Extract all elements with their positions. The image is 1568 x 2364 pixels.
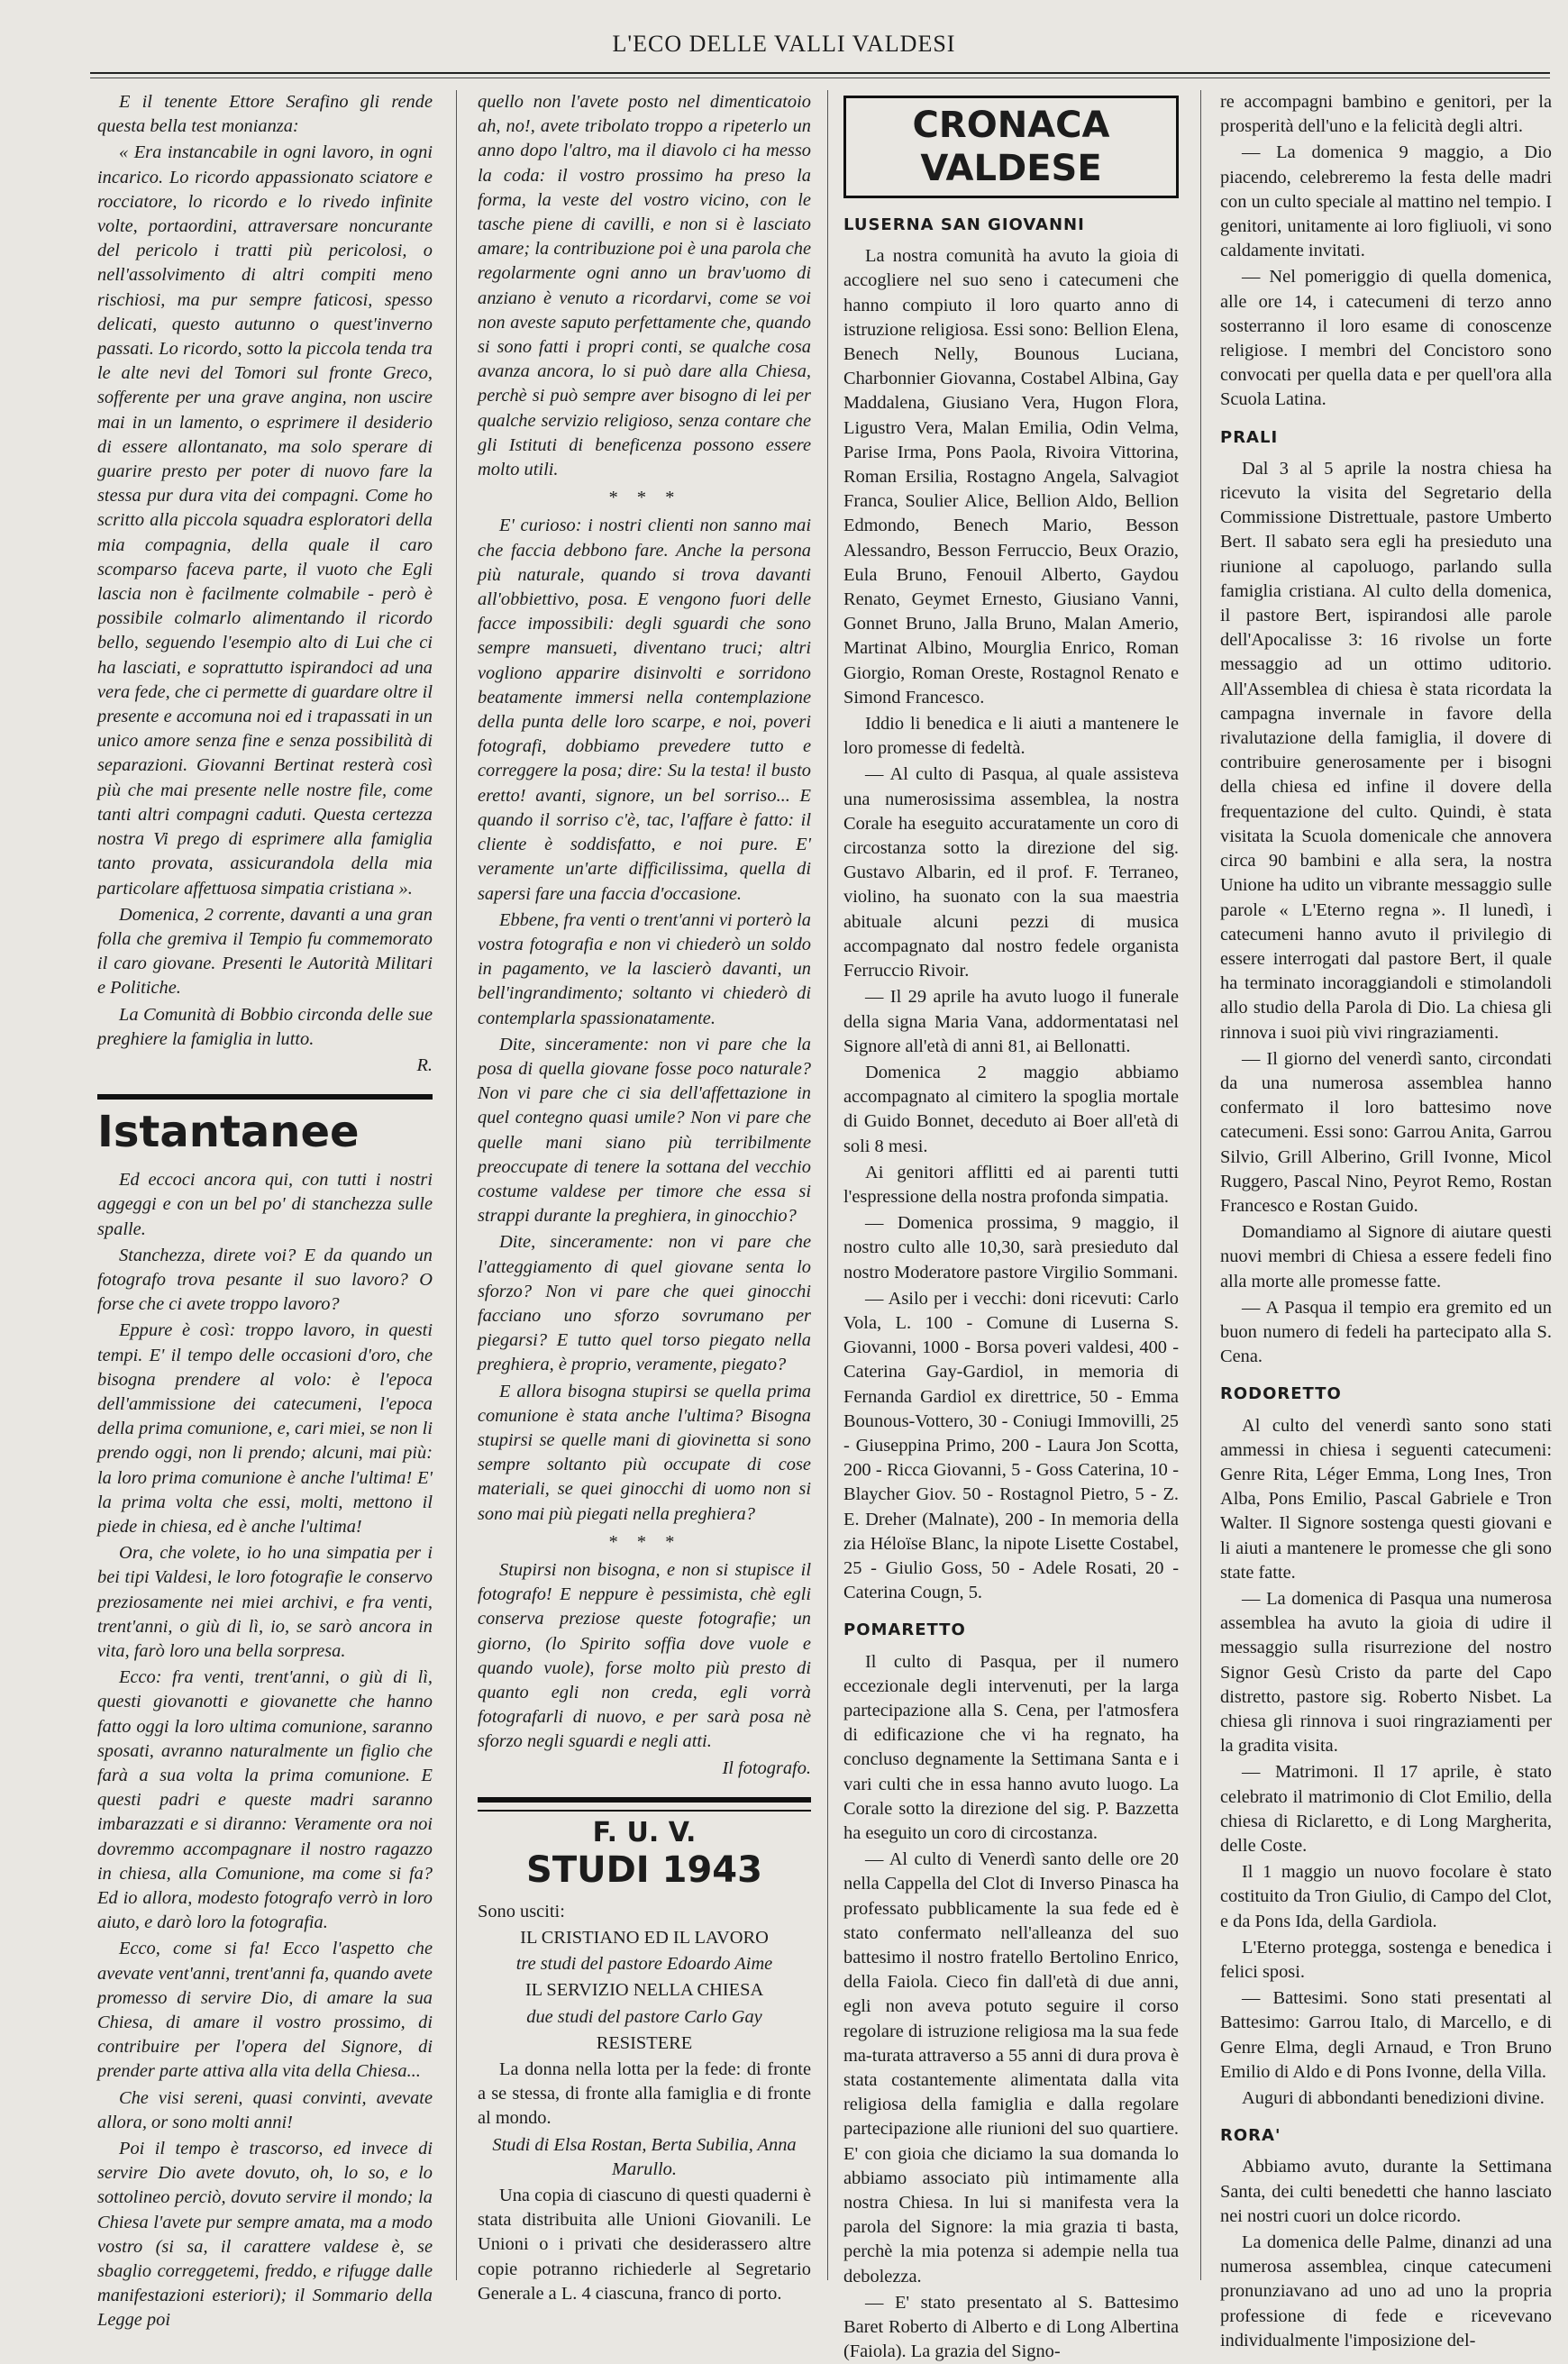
- fuv-box: [478, 1900, 811, 2306]
- article-paragraph: Stupirsi non bisogna, e non si stupisce il fotografo! E neppure è pessimista, chè egli conserva preziose queste fotografie; un giorno, (lo Spirito soffia dove vuole e quando vuole), forse molto più presto di quanto egli non creda, egli vorrà fotografarli di nuovo, e per sarà posa nè sforzo negli sguardi e negli atti.: [478, 1559, 811, 1752]
- article-paragraph: — Al culto di Pasqua, al quale assisteva una numerosissima assemblea, la nostra Corale ha eseguito accuratamente un coro di circostanza sotto la direzione del sig. Gustavo Albarin, ed il prof. F. Terraneo, violino, ha suonato con la sua maestria abituale alcuni pezzi di musica accompagnato dal nostro fedele organista Ferruccio Rivoir.: [843, 764, 1179, 981]
- article-paragraph: Ai genitori afflitti ed ai parenti tutti l'espressione della nostra profonda simpatia.: [843, 1162, 1179, 1207]
- box-item: tre studi del pastore Edoardo Aime: [515, 1954, 773, 1975]
- section-heading-rora: RORA': [1220, 2126, 1281, 2146]
- column-divider: [827, 90, 828, 2280]
- box-item: La donna nella lotta per la fede: di fronte a se stessa, di fronte alla famiglia e di fronte al mondo.: [478, 2059, 811, 2129]
- masthead: L'ECO DELLE VALLI VALDESI: [612, 31, 956, 57]
- article-paragraph: Domandiamo al Signore di aiutare questi nuovi membri di Chiesa a essere fedeli fino alla morte alle promesse fatte.: [1220, 1222, 1552, 1292]
- article-paragraph: E il tenente Ettore Serafino gli rende questa bella test monianza:: [97, 92, 433, 137]
- article-paragraph: — Battesimi. Sono stati presentati al Battesimo: Garrou Italo, di Marcello, e di Genre Elma, degli Arnaud, e Tron Bruno Emilio di Aldo e di Pons Ivonne, della Villa.: [1220, 1988, 1552, 2082]
- article-paragraph: Che visi sereni, quasi convinti, avevate allora, or sono molti anni!: [97, 2087, 433, 2132]
- article-signature: R.: [416, 1054, 433, 1075]
- section-heading-rodoretto: RODORETTO: [1220, 1384, 1342, 1404]
- cronaca-valdese-banner: CRONACA VALDESE: [843, 96, 1179, 198]
- article-paragraph: E' curioso: i nostri clienti non sanno mai che faccia debbono fare. Anche la persona più naturale, quando si trova davanti all'obbiettivo, posa. E vengono fuori delle facce impossibili: degli sguardi che sono sempre mansueti, diventano truci; altri vogliono apparire disinvolti e sorridono beatamente immersi nella contemplazione della punta delle loro scarpe, e noi, poveri fotografi, dobbiamo prevedere tutto e correggere la posa; dire: Su la testa! il busto eretto! avanti, signore, un bel sorriso... E quando il sorriso c'è, tac, l'affare è fatto: il cliente è soddisfatto, e noi pure. E' veramente un'arte difficilissima, quella di sapersi fare una faccia d'occasione.: [478, 516, 811, 904]
- article-paragraph: quello non l'avete posto nel dimenticatoio ah, no!, avete tribolato troppo a ripeterlo un anno dopo l'altro, ma il diavolo ci ha messo la coda: il vostro prossimo ha preso la forma, la veste del vostro vicino, con le tasche piene di cavilli, e non si è lasciato amare; la contribuzione poi è una parola che regolarmente ogni anno un brav'uomo di anziano è venuto a ricordarvi, come se voi non aveste saputo perfettamente che, quando si sono fatti i propri conti, se qualche cosa avanza ancora, lo si può dare alla Chiesa, perchè si può sempre aver bisogno di lei per qualche servizio religioso, senza contare che gli Istituti di beneficenza possono essere molto utili.: [478, 92, 811, 480]
- article-paragraph: Poi il tempo è trascorso, ed invece di servire Dio avete dovuto, oh, lo so, e lo sottolineo perciò, dovuto servire il mondo; la Chiesa l'avete pur sempre amata, ma a modo vostro (si sa, il carattere valdese è, se sbaglio correggetemi, freddo, e rifugge dalle manifestazioni esteriori); il Sommario della Legge poi: [97, 2139, 433, 2331]
- article-paragraph: Dite, sinceramente: non vi pare che la posa di quella giovane fosse poco naturale? Non vi pare che ci sia dell'affettazione in quel contegno quasi umile? Non vi pare che quelle mani siano più terribilmente preoccupate di tenere la sottana del vecchio costume valdese per timore che essa si strappi durante la preghiera, in ginocchio?: [478, 1034, 811, 1227]
- article-paragraph: Iddio li benedica e li aiuti a mantenere le loro promesse di fedeltà.: [843, 714, 1179, 759]
- article-paragraph: — Nel pomeriggio di quella domenica, alle ore 14, i catecumeni di terzo anno sosterranno il loro esame di conoscenze religiose. I membri del Concistoro sono convocati per quella data e per quell'ora alla Scuola Latina.: [1220, 267, 1552, 410]
- column-divider: [1200, 90, 1201, 2280]
- article-paragraph: Ecco, come si fa! Ecco l'aspetto che avevate vent'anni, trent'anni fa, quando avete promesso di servire Dio, di amare la sua Chiesa, di amare il vostro prossimo, di contribuire per l'opera del Signore, di prender parte attiva alla vita della Chiesa...: [97, 1939, 433, 2082]
- section-heading-prali: PRALI: [1220, 427, 1279, 447]
- article-paragraph: Il culto di Pasqua, per il numero eccezionale degli intervenuti, per la larga partecipazione alla S. Cena, per l'atmosfera di edificazione che vi ha regnato, ha concluso degnamente la Settimana Santa e i vari culti che in essa hanno avuto luogo. La Corale sotto la direzione del sig. P. Bazzetta ha eseguito un coro di circostanza.: [843, 1651, 1179, 1843]
- article-paragraph: L'Eterno protegga, sostenga e benedica i felici sposi.: [1220, 1937, 1552, 1983]
- article-paragraph: — Il giorno del venerdì santo, circondati da una numerosa assemblea hanno confermato il loro battesimo nove catecumeni. Essi sono: Garrou Anita, Garrou Silvio, Grill Alberino, Grill Ivonne, Micol Ruggero, Pascal Nino, Peyrot Remo, Rostan Francesco e Rostan Guido.: [1220, 1048, 1552, 1216]
- section-separator: * * *: [607, 488, 681, 508]
- article-paragraph: — Al culto di Venerdì santo delle ore 20 nella Cappella del Clot di Inverso Pinasca ha professato pubblicamente la sua fede ed è stato confermato nell'alleanza del suo battesimo il nostro fratello Bertolino Enrico, della Faiola. Cieco fin dall'età di due anni, egli non aveva potuto seguire il corso regolare di istruzione religiosa ma la sua fede ma-turata attraverso a 55 anni di dura prova è stata costantemente alimentata dalla vita religiosa della famiglia e dalla regolare partecipazione alle riunioni del suo quartiere. E' con gioia che diciamo la sua domanda lo abbiamo associato più intimamente alla nostra Chiesa. In lui si manifesta vera la parola del Signore: la mia grazia ti basta, perchè la mia potenza si adempie nella tua debolezza.: [843, 1849, 1179, 2286]
- article-paragraph: Eppure è così: troppo lavoro, in questi tempi. E' il tempo delle occasioni d'oro, che bisogna prendere al volo: è l'epoca dell'ammissione dei catecumeni, l'epoca della prima comunione, e, cari miei, se non li prendo oggi, non li prendo; alcuni, mai più: la loro prima comunione è anche l'ultima! E' la prima volta che essi, molti, mettono il piede in chiesa, ed è anche l'ultima!: [97, 1320, 433, 1537]
- column-divider: [456, 90, 457, 2280]
- box-item: RESISTERE: [596, 2032, 693, 2053]
- section-rule: [97, 1094, 433, 1100]
- studi-title: STUDI 1943: [526, 1848, 762, 1891]
- section-heading-luserna: LUSERNA SAN GIOVANNI: [843, 215, 1085, 234]
- article-paragraph: La Comunità di Bobbio circonda delle sue preghiere la famiglia in lutto.: [97, 1004, 433, 1049]
- article-paragraph: — E' stato presentato al S. Battesimo Baret Roberto di Alberto e di Long Albertina (Faiola). La grazia del Signo-: [843, 2292, 1179, 2362]
- article-paragraph: E allora bisogna stupirsi se quella prima comunione è stata anche l'ultima? Bisogna stupirsi se quelle mani di giovinetta si sono sempre soltanto più occupate di cose materiali, se quei ginocchi di uomo non si sono mai più piegati nella preghiera?: [478, 1381, 811, 1524]
- box-rule: [478, 1810, 811, 1812]
- article-paragraph: Abbiamo avuto, durante la Settimana Santa, dei culti benedetti che hanno lasciato nei nostri cuori un dolce ricordo.: [1220, 2157, 1552, 2226]
- column-2: [478, 90, 811, 2304]
- article-paragraph: Auguri di abbondanti benedizioni divine.: [1242, 2088, 1545, 2109]
- column-1: [97, 90, 433, 2331]
- box-item: Studi di Elsa Rostan, Berta Subilia, Anna Marullo.: [492, 2134, 797, 2179]
- fuv-title: F. U. V.: [592, 1816, 697, 1848]
- article-paragraph: — Matrimoni. Il 17 aprile, è stato celebrato il matrimonio di Clot Emilio, della chiesa di Riclaretto, e di Long Margherita, delle Coste.: [1220, 1762, 1552, 1857]
- section-heading-pomaretto: POMARETTO: [843, 1620, 966, 1640]
- column-4: [1220, 90, 1552, 2350]
- article-paragraph: Ed eccoci ancora qui, con tutti i nostri aggeggi e con un bel po' di stanchezza sulle spalle.: [97, 1170, 433, 1239]
- article-paragraph: Domenica, 2 corrente, davanti a una gran folla che gremiva il Tempio fu commemorato il caro giovane. Presenti le Autorità Militari e Politiche.: [97, 904, 433, 999]
- article-paragraph: Ora, che volete, io ho una simpatia per i bei tipi Valdesi, le loro fotografie le conservo preziosamente nei miei archivi, e fra venti, trent'anni, o giù di lì, io, se sarò ancora in vita, farò loro una bella sorpresa.: [97, 1543, 433, 1661]
- article-paragraph: Stanchezza, direte voi? E da quando un fotografo trova pesante il suo lavoro? O forse che ci avete troppo lavoro?: [97, 1245, 433, 1315]
- article-paragraph: Domenica 2 maggio abbiamo accompagnato al cimitero la spoglia mortale di Guido Bonnet, deceduto ai Boer all'età di soli 8 mesi.: [843, 1062, 1179, 1156]
- box-intro: Sono usciti:: [478, 1901, 565, 1921]
- article-paragraph: — La domenica 9 maggio, a Dio piacendo, celebreremo la festa delle madri con un culto speciale al mattino nel tempio. I genitori, unitamente ai loro figliuoli, vi sono caldamente invitati.: [1220, 142, 1552, 261]
- article-paragraph: Ecco: fra venti, trent'anni, o giù di lì, questi giovanotti e giovanette che hanno fatto oggi la loro ultima comunione, saranno sposati, avranno naturalmente un figlio che farà a sua volta la prima comunione. E questi padri e queste madri saranno imbarazzati e si diranno: Veramente ora noi dovremmo accompagnare il nostro ragazzo in chiesa, alla Comunione, ma come si fa? Ed io allora, modesto fotografo verrò in loro aiuto, e darò loro la fotografia.: [97, 1667, 433, 1933]
- article-paragraph: — A Pasqua il tempio era gremito ed un buon numero di fedeli ha partecipato alla S. Cena.: [1220, 1297, 1552, 1367]
- box-item: IL SERVIZIO NELLA CHIESA: [524, 1980, 764, 2001]
- column-3: [843, 90, 1179, 2362]
- article-signature: Il fotografo.: [722, 1757, 811, 1778]
- article-paragraph: La domenica delle Palme, dinanzi ad una numerosa assemblea, cinque catecumeni pronunziavano ad uno ad uno la propria professione di fede e ricevevano individualmente l'imposizione del-: [1220, 2232, 1552, 2350]
- istantanee-heading: Istantanee: [97, 1107, 360, 1158]
- article-paragraph: — La domenica di Pasqua una numerosa assemblea ha avuto la gioia di udire il messaggio sulla risurrezione del nostro Signor Gesù Cristo da parte del Capo distretto, pastore sig. Roberto Nisbet. La chiesa gli rinnova i suoi ringraziamenti per la gradita visita.: [1220, 1588, 1552, 1757]
- box-item: IL CRISTIANO ED IL LAVORO: [520, 1928, 769, 1949]
- box-item: due studi del pastore Carlo Gay: [526, 2006, 762, 2027]
- article-paragraph: La nostra comunità ha avuto la gioia di accogliere nel suo seno i catecumeni che hanno compiuto il loro quarto anno di istruzione religiosa. Essi sono: Bellion Elena, Benech Nelly, Bounous Luciana, Charbonnier Giovanna, Costabel Albina, Gay Maddalena, Giusiano Vera, Hugon Flora, Ligustro Vera, Malan Emilia, Odin Velma, Parise Irma, Pons Paola, Rivoira Vittorina, Roman Ersilia, Rostagno Angela, Salvagiot Franca, Soulier Alice, Bellion Aldo, Bellion Edmondo, Benech Mario, Besson Alessandro, Besson Ferruccio, Beux Orazio, Eula Bruno, Fenouil Alberto, Gaydou Renato, Geymet Ernesto, Giusiano Vanni, Gonnet Bruno, Jalla Bruno, Malan Amerio, Martinat Albino, Mourglia Enrico, Roman Giorgio, Roman Oreste, Rostagnol Renato e Simond Francesco.: [843, 246, 1179, 707]
- article-paragraph: — Il 29 aprile ha avuto luogo il funerale della signa Maria Vana, addormentatasi nel Signore all'età di anni 81, ai Bellonatti.: [843, 987, 1179, 1056]
- article-paragraph: Al culto del venerdì santo sono stati ammessi in chiesa i seguenti catecumeni: Genre Rita, Léger Emma, Long Ines, Tron Alba, Pons Emilio, Pascal Gabriele e Tron Walter. Il Signore sostenga questi giovani e li aiuti a mantenere le promesse che gli sono state fatte.: [1220, 1415, 1552, 1583]
- article-paragraph: re accompagni bambino e genitori, per la prosperità dell'uno e la felicità degli altri.: [1220, 92, 1552, 137]
- article-paragraph: Il 1 maggio un nuovo focolare è stato costituito da Tron Giulio, di Campo del Clot, e da Pons Ida, della Gardiola.: [1220, 1862, 1552, 1931]
- box-top-rule: [478, 1797, 811, 1803]
- article-paragraph: « Era instancabile in ogni lavoro, in ogni incarico. Lo ricordo appassionato sciatore e rocciatore, lo ricordo e lo rivedo infinite volte, portaordini, attraversare noncurante del pericolo i tratti più pericolosi, o nell'assolvimento di altri compiti meno rischiosi, ma pur sempre faticosi, spesso delicati, questo autunno o quest'inverno passati. Lo ricordo, sotto la piccola tenda tra le alte nevi del Tomori sul fronte Greco, sofferente per una grave angina, non uscire mai in un lamento, o esprimere il desiderio di essere allontanato, ma solo sperare di guarire presto per poter di nuovo fare la stessa pur dura vita dei compagni. Come ho scritto alla piccola squadra esploratori della mia compagnia, della quale il caro scomparso faceva parte, il vuoto che Egli lascia non è facilmente colmabile - però è possibile colmarlo alimentando il ricordo bello, seguendo l'esempio alto di Lui che ci ha lasciati, e soprattutto ispirandoci ad una vera fede, che ci permette di guardare oltre il presente e accomuna noi ed i trapassati in un unico amore senza fine e senza possibilità di separazioni. Giovanni Bertinat resterà così più che mai presente nelle nostre file, come tanti altri compagni caduti. Questa certezza nostra Vi prego di esprimere alla famiglia tanto provata, assicurandola della mia particolare affettuosa simpatia cristiana ».: [97, 142, 433, 899]
- box-note: Una copia di ciascuno di questi quaderni è stata distribuita alle Unioni Giovanili. Le Unioni o i privati che desiderassero altre copie potranno richiederle al Segretario Generale a L. 4 ciascuna, franco di porto.: [478, 2186, 811, 2304]
- article-paragraph: Ebbene, fra venti o trent'anni vi porterò la vostra fotografia e non vi chiederò un soldo in pagamento, ve la lascierò davanti, un bell'ingrandimento; soltanto vi chiederò di contemplarla spassionatamente.: [478, 909, 811, 1028]
- article-paragraph: Dal 3 al 5 aprile la nostra chiesa ha ricevuto la visita del Segretario della Commissione Distrettuale, pastore Umberto Bert. Il sabato sera egli ha presieduto una riunione al capoluogo, parlando sulla famiglia cristiana. Al culto della domenica, il pastore Bert, ispirandosi alle parole dell'Apocalisse 3: 16 rivolse un forte messaggio ad un ottimo uditorio. All'Assemblea di chiesa è stata ricordata la campagna invernale in favore della rivalutazione della famiglia, il dovere di contribuire generosamente per i bisogni della chiesa ed infine il dovere della frequentazione del culto. Quindi, è stata visitata la Scuola domenicale che annovera circa 90 bambini e alla sera, la nostra Unione ha udito un vibrante messaggio sulle parole « L'Eterno regna ». Il lunedì, i catecumeni hanno avuto il privilegio di essere interrogati dal pastore Bert, il quale ha terminato incoraggiandoli e stimolandoli allo studio della Parola di Dio. La chiesa gli rinnova i suoi più vivi ringraziamenti.: [1220, 458, 1552, 1043]
- top-rule: [90, 72, 1550, 74]
- article-paragraph: Dite, sinceramente: non vi pare che l'atteggiamento di quel giovane senta lo sforzo? Non vi pare che quei ginocchi facciano uno sforzo sovrumano per piegarsi? E tutto quel torso piegato nella preghiera, è proprio, veramente, piegato?: [478, 1232, 811, 1375]
- article-paragraph: — Domenica prossima, 9 maggio, il nostro culto alle 10,30, sarà presieduto dal nostro Moderatore pastore Virgilio Sommani.: [843, 1213, 1179, 1282]
- section-separator: * * *: [607, 1531, 681, 1552]
- article-paragraph: — Asilo per i vecchi: doni ricevuti: Carlo Vola, L. 100 - Comune di Luserna S. Giovanni, 1000 - Borsa poveri valdesi, 400 - Caterina Gay-Gardiol, in memoria di Fernanda Gardiol ex direttrice, 50 - Emma Bounous-Vottero, 30 - Coniugi Immovilli, 25 - Giuseppina Primo, 200 - Laura Jon Scotta, 200 - Ricca Giovanni, 5 - Goss Caterina, 10 - Blaycher Giov. 50 - Rostagnol Pietro, 5 - Z. E. Dreher (Malnate), 200 - In memoria della zia Héloïse Blanc, la nipote Lisette Costabel, 25 - Giulio Goss, 50 - Adele Rosati, 20 - Caterina Cougn, 5.: [843, 1288, 1179, 1603]
